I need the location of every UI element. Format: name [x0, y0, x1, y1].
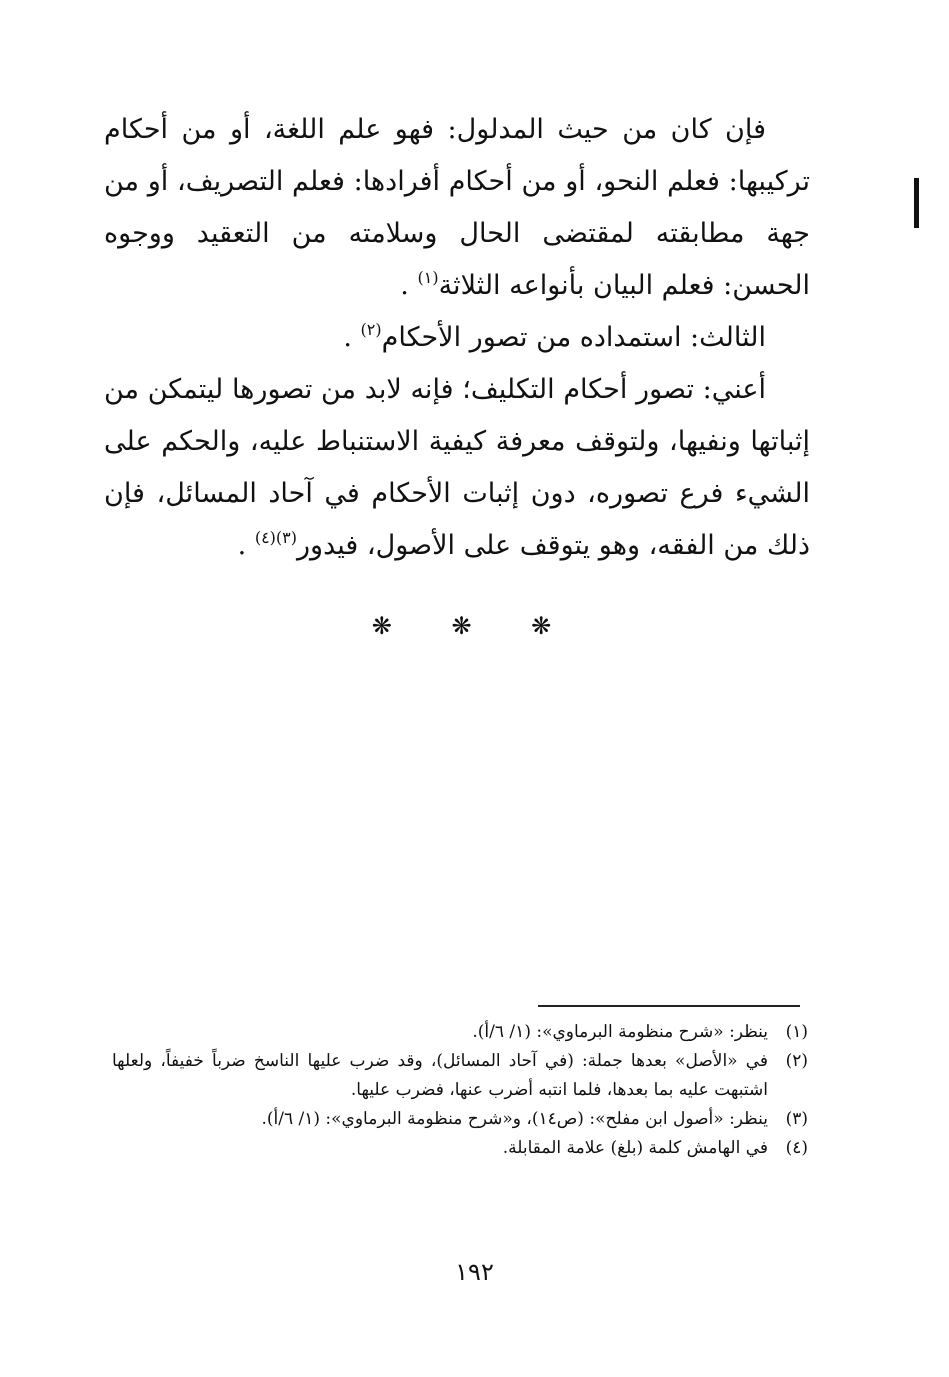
footnotes [112, 1018, 808, 1163]
paragraph-2 [104, 312, 810, 364]
paragraph-1-text: فإن كان من حيث المدلول: فهو علم اللغة، أو من أحكام تركيبها: فعلم النحو، أو من أحكام أفرادها: فعلم التصريف، أو من جهة مطابقته لمقتضى الحال وسلامته من التعقيد ووجوه الحسن: فعلم البيان بأنواعه الثلاثة [104, 114, 810, 301]
margin-mark [914, 178, 919, 228]
footnote-number: (١) [785, 1022, 808, 1042]
paragraph-3 [104, 364, 810, 572]
footnote-ref-4: (٤) [254, 528, 276, 547]
footnote-number: (٣) [785, 1109, 808, 1129]
footnote-2 [112, 1047, 808, 1105]
footnote-number: (٢) [785, 1051, 808, 1071]
footnote-number: (٤) [785, 1138, 808, 1158]
paragraph-3-end: . [237, 530, 247, 561]
page-number: ١٩٢ [455, 1258, 494, 1286]
main-text [104, 104, 810, 572]
paragraph-3-text: أعني: تصور أحكام التكليف؛ فإنه لابد من تصورها ليتمكن من إثباتها ونفيها، ولتوقف معرفة كيفية الاستنباط عليه، والحكم على الشيء فرع تصوره، دون إثبات الأحكام في آحاد المسائل، فإن ذلك من الفقه، وهو يتوقف على الأصول، فيدور [104, 374, 810, 561]
footnote-4 [112, 1134, 808, 1163]
paragraph-2-end: . [343, 322, 352, 353]
footnote-ref-1: (١) [417, 268, 439, 287]
section-separator: ❋ ❋ ❋ [371, 612, 578, 640]
footnote-text: في «الأصل» بعدها جملة: (في آحاد المسائل)، وقد ضرب عليها الناسخ ضرباً خفيفاً، ولعلها اشتبهت عليه بما بعدها، فلما انتبه أضرب عنها، فضرب عليها. [112, 1051, 768, 1100]
footnote-text: ينظر: «شرح منظومة البرماوي»: (١/ ٦/أ). [472, 1022, 768, 1042]
paragraph-2-text: الثالث: استمداده من تصور الأحكام [381, 322, 766, 353]
footnote-3 [112, 1105, 808, 1134]
footnote-ref-2: (٢) [360, 320, 382, 339]
footnote-text: ينظر: «أصول ابن مفلح»: (ص١٤)، و«شرح منظومة البرماوي»: (١/ ٦/أ). [261, 1109, 768, 1129]
paragraph-1 [104, 104, 810, 312]
footnote-divider [538, 1005, 800, 1007]
footnote-text: في الهامش كلمة (بلغ) علامة المقابلة. [502, 1138, 768, 1158]
paragraph-1-end: . [400, 270, 409, 301]
footnote-1 [112, 1018, 808, 1047]
footnote-ref-3: (٣) [275, 528, 297, 547]
